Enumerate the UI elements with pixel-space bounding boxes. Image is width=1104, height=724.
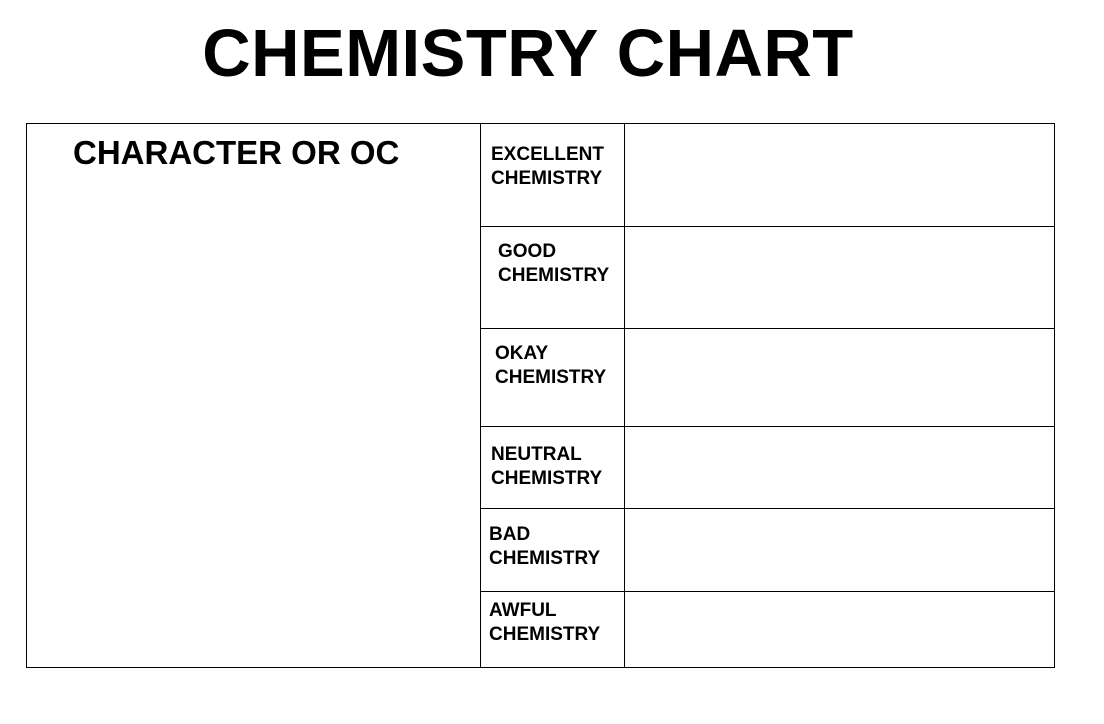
category-label-line1: AWFUL bbox=[489, 600, 557, 621]
entry-cell-excellent[interactable] bbox=[625, 124, 1054, 226]
category-label-neutral bbox=[491, 443, 602, 491]
category-label-excellent bbox=[491, 143, 604, 191]
category-label-awful bbox=[489, 599, 600, 647]
category-label-okay bbox=[495, 342, 606, 390]
category-label-good bbox=[498, 240, 609, 288]
category-label-line1: GOOD bbox=[498, 241, 557, 262]
entry-cell-neutral[interactable] bbox=[625, 426, 1054, 508]
category-label-line2: CHEMISTRY bbox=[491, 168, 603, 189]
category-label-line1: NEUTRAL bbox=[491, 444, 582, 465]
category-label-line2: CHEMISTRY bbox=[489, 624, 601, 645]
character-panel[interactable] bbox=[27, 124, 481, 667]
category-label-column bbox=[481, 124, 625, 667]
chemistry-chart-table bbox=[26, 123, 1055, 668]
category-label-line1: EXCELLENT bbox=[491, 144, 604, 165]
entry-cell-okay[interactable] bbox=[625, 328, 1054, 426]
entry-cell-good[interactable] bbox=[625, 226, 1054, 328]
category-label-line2: CHEMISTRY bbox=[491, 468, 603, 489]
category-label-line2: CHEMISTRY bbox=[489, 548, 601, 569]
category-label-line2: CHEMISTRY bbox=[495, 367, 607, 388]
category-label-line2: CHEMISTRY bbox=[498, 265, 610, 286]
category-label-line1: OKAY bbox=[495, 343, 549, 364]
entry-cell-bad[interactable] bbox=[625, 508, 1054, 591]
character-label: CHARACTER OR OC bbox=[73, 134, 400, 171]
category-label-line1: BAD bbox=[489, 524, 531, 545]
entry-cell-awful[interactable] bbox=[625, 591, 1054, 667]
page-title: CHEMISTRY CHART bbox=[202, 16, 854, 91]
category-label-bad bbox=[489, 523, 600, 571]
